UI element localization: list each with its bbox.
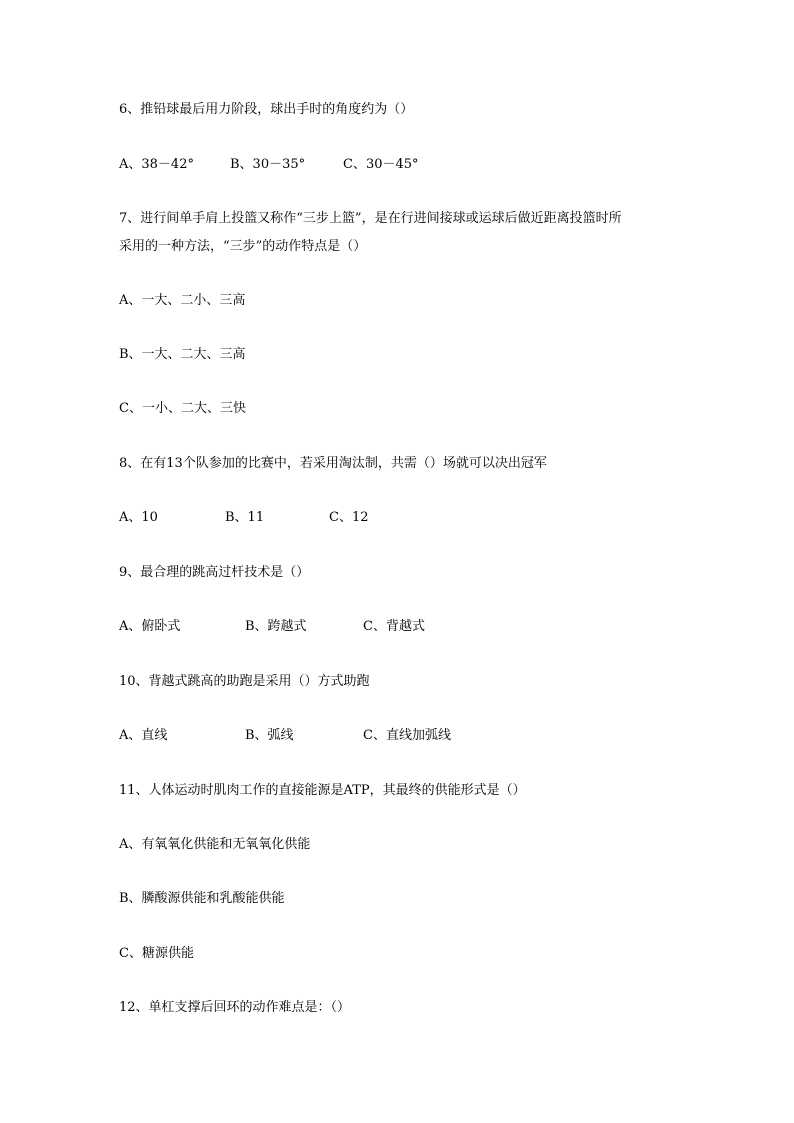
question-11-option-a: A、有氧氧化供能和无氧氧化供能: [119, 837, 311, 852]
question-7-text-line-1: 7、进行间单手肩上投篮又称作“三步上篮”，是在行进间接球或运球后做近距离投篮时所: [119, 211, 622, 226]
question-7-option-b: B、一大、二大、三高: [119, 347, 246, 362]
question-9-options: [119, 618, 519, 636]
question-7-option-a: A、一大、二小、三高: [119, 293, 246, 308]
question-11-option-b: B、膦酸源供能和乳酸能供能: [119, 891, 285, 906]
question-9-option-b: B、跨越式: [245, 619, 307, 634]
question-8-option-b: B、11: [225, 510, 265, 525]
question-11-option-c: C、糖源供能: [119, 946, 194, 961]
question-7-text-line-2: 采用的一种方法，“三步”的动作特点是（）: [119, 239, 367, 254]
question-7-option-c: C、一小、二大、三快: [119, 401, 246, 416]
question-10-option-c: C、直线加弧线: [363, 728, 451, 743]
question-6-option-a: A、38－42°: [119, 157, 194, 172]
question-11-text: 11、人体运动时肌肉工作的直接能源是ATP，其最终的供能形式是（）: [119, 783, 526, 798]
question-9-option-c: C、背越式: [363, 619, 425, 634]
question-6-options: [119, 156, 519, 174]
question-8-options: [119, 509, 519, 527]
question-6-option-c: C、30－45°: [343, 157, 419, 172]
question-9-text: 9、最合理的跳高过杆技术是（）: [119, 565, 310, 580]
question-8-option-c: C、12: [329, 510, 369, 525]
question-12-text: 12、单杠支撑后回环的动作难点是：（）: [119, 1000, 351, 1015]
question-6-text: 6、推铅球最后用力阶段，球出手时的角度约为（）: [119, 102, 414, 117]
question-6-option-b: B、30－35°: [230, 157, 306, 172]
question-8-option-a: A、10: [119, 510, 158, 525]
question-10-options: [119, 727, 519, 745]
question-8-text: 8、在有13个队参加的比赛中，若采用淘汰制，共需（）场就可以决出冠军: [119, 456, 547, 471]
question-10-text: 10、背越式跳高的助跑是采用（）方式助跑: [119, 674, 370, 689]
question-10-option-a: A、直线: [119, 728, 168, 743]
question-10-option-b: B、弧线: [245, 728, 294, 743]
question-9-option-a: A、俯卧式: [119, 619, 181, 634]
